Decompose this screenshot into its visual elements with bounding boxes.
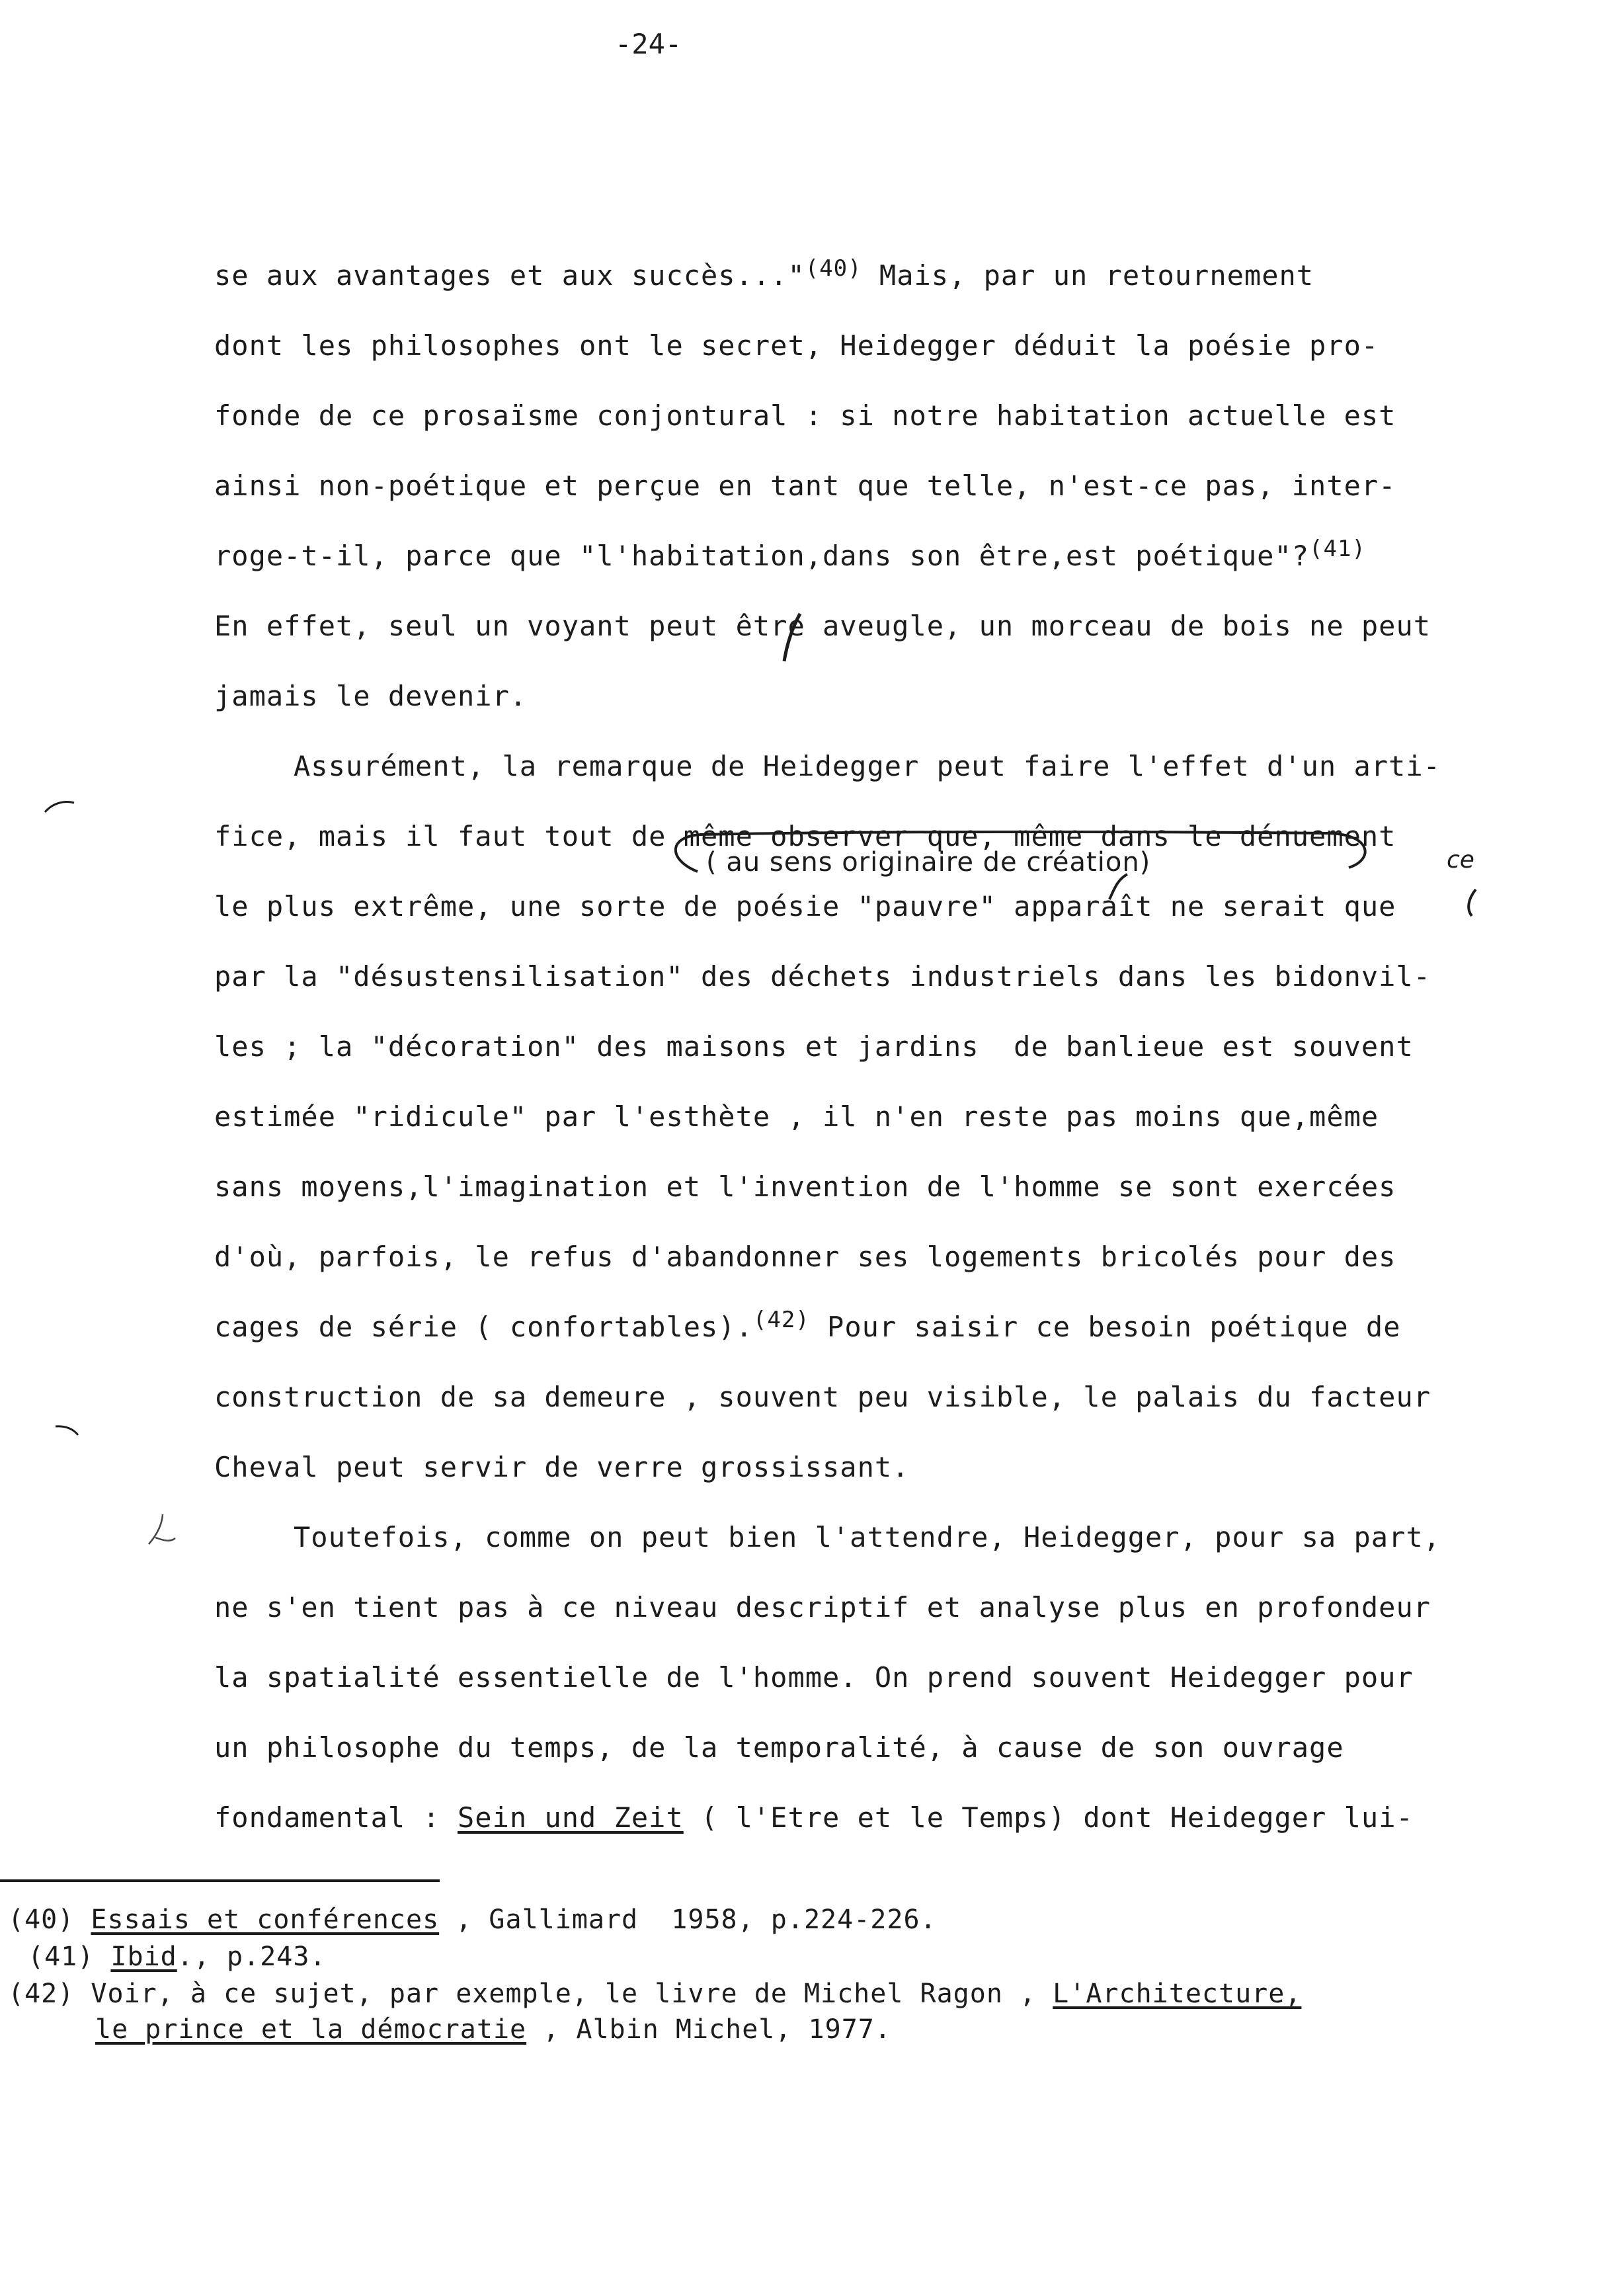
book-title-sein-und-zeit: Sein und Zeit bbox=[458, 1801, 684, 1834]
body-line-1: se aux avantages et aux succès..."$^{(40)}$ Mais, par un retournement bbox=[214, 255, 1314, 292]
body-line-23: fondamental : Sein und Zeit ( l'Etre et le Temps) dont Heidegger lui- bbox=[214, 1801, 1414, 1834]
body-line-20: ne s'en tient pas à ce niveau descriptif et analyse plus en profondeur bbox=[214, 1591, 1431, 1623]
body-line-16: cages de série ( confortables).$^{(42)}$ Pour saisir ce besoin poétique de bbox=[214, 1307, 1401, 1343]
body-line-13: estimée "ridicule" par l'esthète , il n'en reste pas moins que,même bbox=[214, 1100, 1379, 1133]
body-line-9: fice, mais il faut tout de même observer que, même dans le dénuement bbox=[214, 820, 1396, 852]
body-line-14: sans moyens,l'imagination et l'invention de l'homme se sont exercées bbox=[214, 1170, 1396, 1203]
footnote-40: (40) Essais et conférences , Gallimard 1958, p.224-226. bbox=[8, 1905, 937, 1935]
handwritten-insertion: ( au sens originaire de création) bbox=[706, 847, 1151, 878]
handwritten-ce: ce bbox=[1447, 846, 1474, 874]
margin-mark-1 bbox=[45, 802, 74, 812]
margin-mark-3 bbox=[149, 1514, 175, 1544]
footnote-ref-41[interactable]: (41) bbox=[1309, 536, 1366, 562]
footnote-separator bbox=[0, 1879, 440, 1882]
body-line-8: Assurément, la remarque de Heidegger peut faire l'effet d'un arti- bbox=[294, 750, 1441, 782]
body-line-7: jamais le devenir. bbox=[214, 680, 528, 712]
body-line-4: ainsi non-poétique et perçue en tant que telle, n'est-ce pas, inter- bbox=[214, 470, 1396, 502]
footnote-41: (41) Ibid., p.243. bbox=[28, 1942, 327, 1972]
footnote-ref-40[interactable]: (40) bbox=[805, 255, 862, 282]
footnote-ref-42[interactable]: (42) bbox=[752, 1307, 810, 1333]
ce-caret bbox=[1468, 889, 1476, 916]
page-number: -24- bbox=[615, 28, 682, 60]
body-line-12: les ; la "décoration" des maisons et jardins de banlieue est souvent bbox=[214, 1030, 1414, 1063]
body-line-21: la spatialité essentielle de l'homme. On prend souvent Heidegger pour bbox=[214, 1661, 1414, 1694]
body-line-6: En effet, seul un voyant peut être aveugle, un morceau de bois ne peut bbox=[214, 610, 1431, 642]
body-line-15: d'où, parfois, le refus d'abandonner ses logements bricolés pour des bbox=[214, 1241, 1396, 1273]
body-line-10: le plus extrême, une sorte de poésie "pauvre" apparaît ne serait que bbox=[214, 890, 1396, 922]
body-line-2: dont les philosophes ont le secret, Heidegger déduit la poésie pro- bbox=[214, 329, 1379, 362]
margin-mark-2 bbox=[56, 1426, 78, 1435]
body-line-17: construction de sa demeure , souvent peu visible, le palais du facteur bbox=[214, 1381, 1431, 1413]
body-line-19: Toutefois, comme on peut bien l'attendre, Heidegger, pour sa part, bbox=[294, 1521, 1441, 1553]
footnote-42-cont: le prince et la démocratie , Albin Michel, 1977. bbox=[95, 2014, 891, 2045]
body-line-22: un philosophe du temps, de la temporalité, à cause de son ouvrage bbox=[214, 1731, 1344, 1764]
body-line-3: fonde de ce prosaïsme conjontural : si notre habitation actuelle est bbox=[214, 399, 1396, 432]
body-line-5: roge-t-il, parce que "l'habitation,dans son être,est poétique"?$^{(41)}$ bbox=[214, 536, 1366, 572]
footnote-42: (42) Voir, à ce sujet, par exemple, le livre de Michel Ragon , L'Architecture, bbox=[8, 1979, 1302, 2009]
body-line-11: par la "désustensilisation" des déchets industriels dans les bidonvil- bbox=[214, 960, 1431, 993]
body-line-18: Cheval peut servir de verre grossissant. bbox=[214, 1451, 910, 1483]
